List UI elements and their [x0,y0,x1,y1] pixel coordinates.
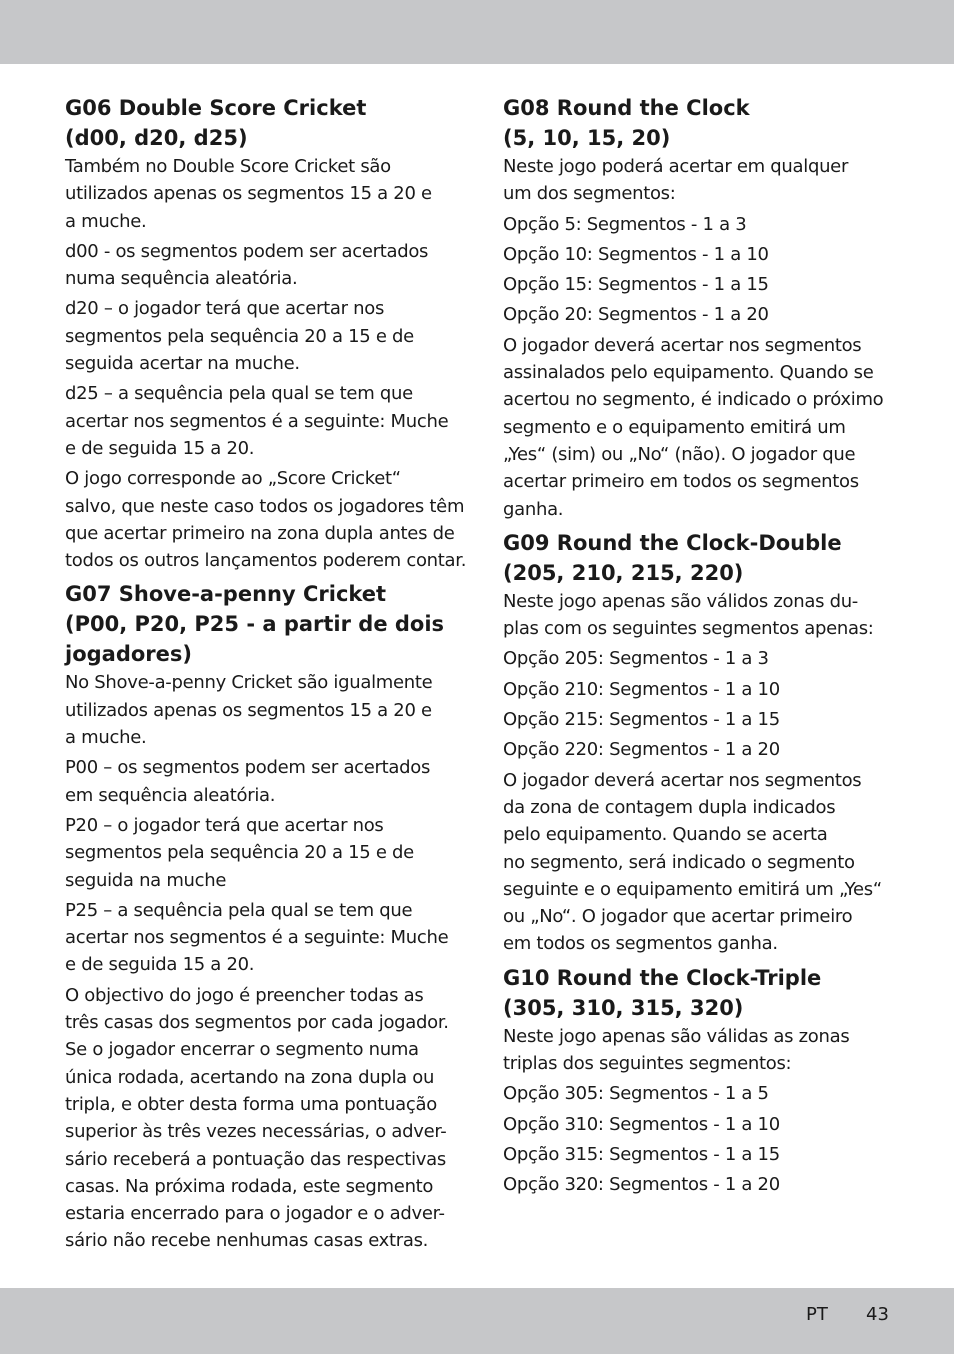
text-line: plas com os seguintes segmentos apenas: [503,618,874,640]
text-line: e de seguida 15 a 20. [65,954,255,976]
text-line: Opção 210: Segmentos - 1 a 10 [503,678,780,700]
section-heading [65,93,457,153]
header-band [0,0,954,64]
text-line: Também no Double Score Cricket são [65,156,391,177]
paragraph [503,767,895,958]
paragraph [503,241,895,268]
text-line: triplas dos seguintes segmentos: [503,1053,792,1075]
text-line: Opção 315: Segmentos - 1 a 15 [503,1143,780,1165]
text-line: em sequência aleatória. [65,784,276,806]
text-line: superior às três vezes necessárias, o adver- [65,1121,447,1143]
heading-line: G07 Shove-a-penny Cricket [65,582,387,607]
text-line: O jogador deverá acertar nos segmentos [503,334,862,356]
text-line: três casas dos segmentos por cada jogador. [65,1012,449,1034]
text-line: seguida na muche [65,869,227,891]
section-g08 [503,93,895,523]
section-heading [503,528,895,588]
text-line: O jogo corresponde ao „Score Cricket“ [65,468,401,490]
text-line: acertar nos segmentos é a seguinte: Muche [65,927,449,949]
text-line: seguida acertar na muche. [65,353,300,375]
text-line: Opção 305: Segmentos - 1 a 5 [503,1083,769,1105]
text-line: O jogador deverá acertar nos segmentos [503,769,862,791]
paragraph [65,669,457,751]
left-column [65,93,467,1260]
paragraph [503,1023,895,1078]
heading-line: (d00, d20, d25) [65,126,248,150]
text-line: todos os outros lançamentos poderem contar. [65,550,467,572]
paragraph [503,332,895,523]
text-line: ganha. [503,498,564,520]
paragraph [503,706,895,733]
heading-line: (P00, P20, P25 - a partir de dois [65,612,445,637]
paragraph [503,211,895,238]
section-g10 [503,963,895,1199]
paragraph [65,153,457,235]
text-line: seguinte e o equipamento emitirá um „Yes“ [503,878,882,900]
text-line: Neste jogo poderá acertar em qualquer [503,156,849,177]
text-line: segmentos pela sequência 20 a 15 e de [65,842,414,864]
text-line: pelo equipamento. Quando se acerta [503,824,828,846]
text-line: Se o jogador encerrar o segmento numa [65,1039,419,1061]
right-column [503,93,895,1204]
paragraph [65,897,457,979]
text-line: acertar nos segmentos é a seguinte: Muche [65,410,449,432]
paragraph [503,153,895,208]
paragraph [65,380,457,462]
paragraph [65,238,457,293]
paragraph [65,812,457,894]
text-line: estaria encerrado para o jogador e o adver- [65,1203,445,1225]
text-line: acertar primeiro em todos os segmentos [503,471,859,493]
text-line: tripla, e obter desta forma uma pontuação [65,1093,437,1115]
paragraph [65,465,467,574]
text-line: sário receberá a pontuação das respectivas [65,1148,446,1170]
text-line: Opção 5: Segmentos - 1 a 3 [503,213,747,235]
paragraph [503,271,895,298]
page-number: 43 [866,1304,889,1325]
text-line: utilizados apenas os segmentos 15 a 20 e [65,183,432,205]
paragraph [65,754,457,809]
section-heading [65,579,457,669]
text-line: d20 – o jogador terá que acertar nos [65,298,385,320]
text-line: casas. Na próxima rodada, este segmento [65,1175,434,1197]
text-line: sário não recebe nenhumas casas extras. [65,1230,429,1252]
text-line: Neste jogo apenas são válidos zonas du- [503,590,859,612]
paragraph [503,1141,895,1168]
section-heading [503,963,895,1023]
heading-line: (5, 10, 15, 20) [503,126,671,150]
text-line: a muche. [65,210,147,232]
text-line: Opção 215: Segmentos - 1 a 15 [503,709,780,731]
paragraph [503,1111,895,1138]
section-g09 [503,528,895,958]
text-line: da zona de contagem dupla indicados [503,796,836,818]
paragraph [503,676,895,703]
section-g06 [65,93,467,574]
text-line: segmentos pela sequência 20 a 15 e de [65,325,414,347]
text-line: No Shove-a-penny Cricket são igualmente [65,672,433,694]
text-line: no segmento, será indicado o segmento [503,851,855,873]
text-line: única rodada, acertando na zona dupla ou [65,1066,435,1088]
heading-line: (205, 210, 215, 220) [503,560,744,585]
text-line: a muche. [65,727,147,749]
paragraph [503,1171,895,1198]
text-line: Opção 20: Segmentos - 1 a 20 [503,304,769,326]
heading-line: G08 Round the Clock [503,96,750,120]
text-line: um dos segmentos: [503,183,676,205]
text-line: P20 – o jogador terá que acertar nos [65,814,384,836]
text-line: d00 - os segmentos podem ser acertados [65,240,429,262]
text-line: em todos os segmentos ganha. [503,933,778,955]
heading-line: G10 Round the Clock-Triple [503,965,822,990]
paragraph [503,588,895,643]
text-line: Opção 10: Segmentos - 1 a 10 [503,243,769,265]
paragraph [503,736,895,763]
text-line: Opção 205: Segmentos - 1 a 3 [503,648,769,670]
text-line: Opção 15: Segmentos - 1 a 15 [503,274,769,296]
text-line: P00 – os segmentos podem ser acertados [65,757,431,779]
text-line: d25 – a sequência pela qual se tem que [65,383,413,405]
text-line: segmento e o equipamento emitirá um [503,416,846,438]
text-line: que acertar primeiro na zona dupla antes de [65,522,455,544]
paragraph [65,982,457,1255]
text-line: O objectivo do jogo é preencher todas as [65,984,424,1006]
heading-line: jogadores) [65,642,192,667]
paragraph [503,1080,895,1107]
footer-language: PT [806,1304,828,1325]
paragraph [503,645,895,672]
paragraph [503,301,895,328]
text-line: „Yes“ (sim) ou „No“ (não). O jogador que [503,443,856,465]
text-line: Opção 310: Segmentos - 1 a 10 [503,1113,780,1135]
section-heading [503,93,895,153]
text-line: assinalados pelo equipamento. Quando se [503,362,874,384]
heading-line: G09 Round the Clock-Double [503,530,842,555]
text-line: utilizados apenas os segmentos 15 a 20 e [65,699,432,721]
text-line: acertou no segmento, é indicado o próximo [503,389,884,411]
text-line: e de seguida 15 a 20. [65,437,255,459]
text-line: P25 – a sequência pela qual se tem que [65,899,413,921]
text-line: ou „No“. O jogador que acertar primeiro [503,906,853,928]
text-line: numa sequência aleatória. [65,268,298,290]
paragraph [65,295,457,377]
heading-line: (305, 310, 315, 320) [503,995,744,1020]
text-line: Opção 320: Segmentos - 1 a 20 [503,1174,780,1196]
text-line: Neste jogo apenas são válidas as zonas [503,1025,850,1047]
text-line: Opção 220: Segmentos - 1 a 20 [503,739,780,761]
heading-line: G06 Double Score Cricket [65,96,367,120]
text-line: salvo, que neste caso todos os jogadores têm [65,495,465,517]
section-g07 [65,579,457,1254]
